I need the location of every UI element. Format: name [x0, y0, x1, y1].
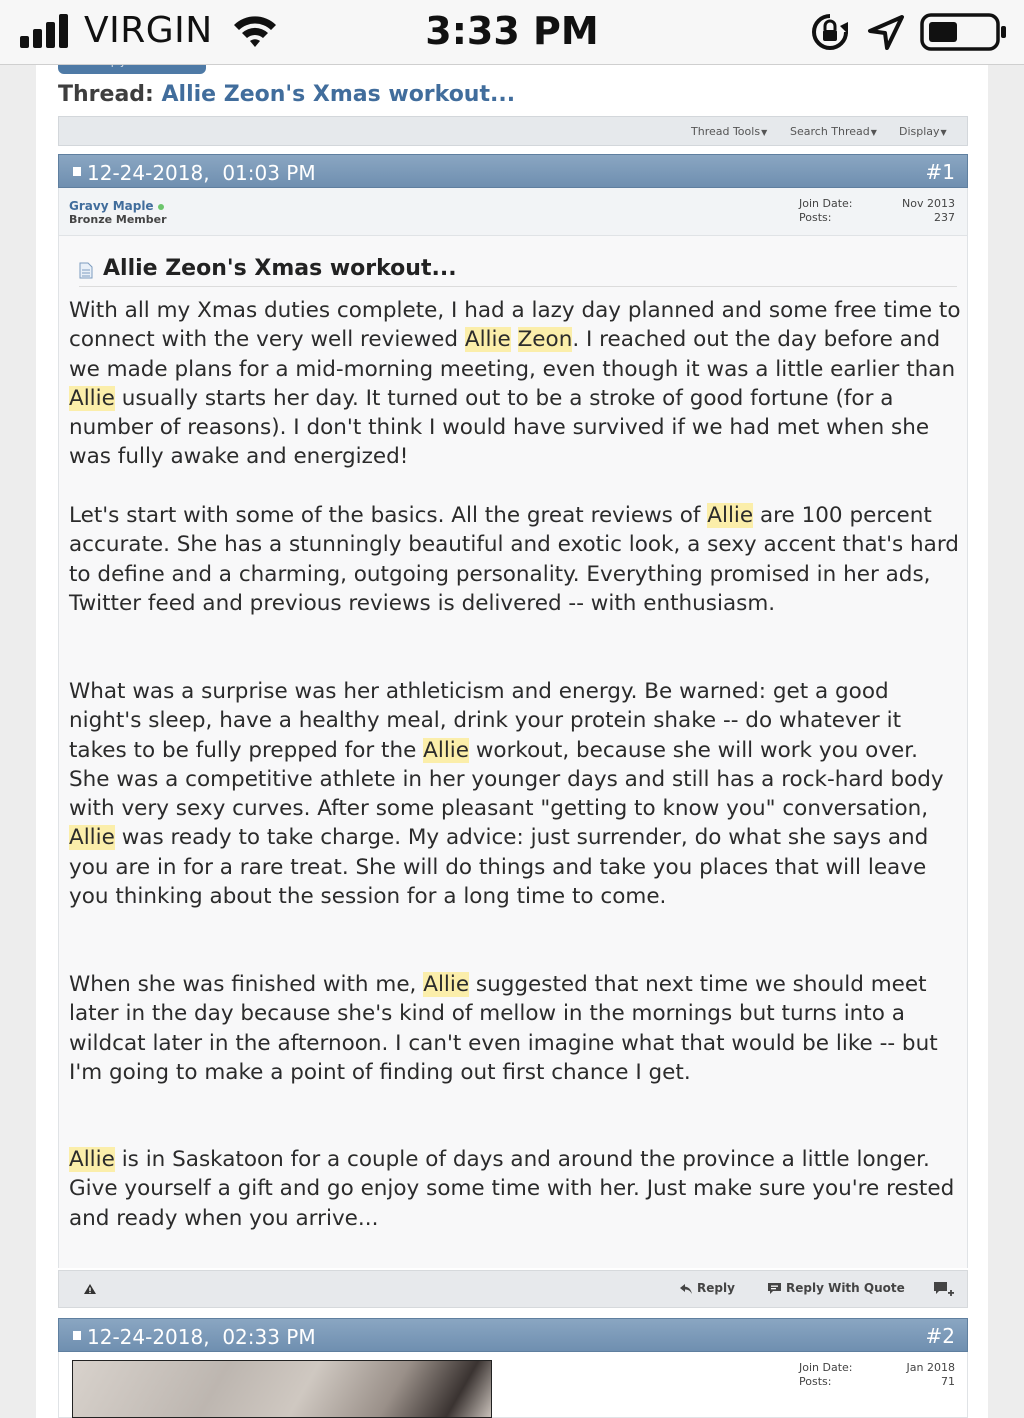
user-avatar-image[interactable]: [72, 1360, 492, 1418]
document-icon: [79, 262, 93, 279]
search-highlight: Allie: [464, 327, 511, 353]
post-text: workout, because she will work you over. She was a competitive athlete in her younger days and still has a rock-hard body with very sexy curves. After some pleasant "getting to know you" conversation,: [69, 737, 944, 822]
search-highlight: Allie: [69, 825, 115, 851]
reply-with-quote-button[interactable]: [767, 1281, 905, 1295]
post-text: Let's start with some of the basics. All the great reviews of: [69, 503, 708, 528]
post-count-value: 71: [941, 1375, 955, 1388]
display-label: Display: [899, 125, 940, 138]
post-text: usually starts her day. It turned out to be a stroke of good fortune (for a number of reasons). I don't think I would have survived if we had met when she was fully awake and energized!: [69, 385, 930, 470]
post-count-value: 237: [934, 211, 955, 224]
post-header: [58, 1318, 968, 1352]
battery-icon: [920, 12, 1008, 52]
post-count-label: Posts:: [799, 1375, 832, 1388]
post-title-row: [79, 256, 957, 287]
thread-title: [58, 82, 515, 107]
username-link[interactable]: [69, 199, 164, 213]
search-highlight: Allie: [69, 385, 115, 411]
post-paragraph: [69, 296, 961, 472]
post-text: [511, 327, 518, 352]
post-date-time: 01:03 PM: [222, 161, 316, 185]
reply-label: Reply: [697, 1281, 735, 1295]
thread-tools-label: Thread Tools: [691, 125, 761, 138]
post-paragraph: [69, 501, 961, 618]
post-user-info: [58, 188, 968, 236]
post-header: [58, 154, 968, 188]
post-date: [87, 161, 316, 185]
reply-icon: [679, 1283, 693, 1295]
search-highlight: Allie: [423, 972, 470, 997]
status-bar: [0, 0, 1024, 65]
post-date: [87, 1325, 316, 1349]
thread-tools-menu[interactable]: [691, 125, 767, 138]
quote-icon: [767, 1282, 782, 1295]
thread-title-link[interactable]: Allie Zeon's Xmas workout...: [161, 82, 516, 107]
location-icon: [866, 14, 906, 50]
post-footer: [58, 1270, 968, 1308]
reply-with-quote-label: Reply With Quote: [786, 1281, 905, 1295]
report-icon[interactable]: [83, 1283, 97, 1295]
post-text: With all my Xmas duties complete, I had a lazy day planned and some free time to connect with the very well reviewed: [69, 298, 961, 353]
post-date-time: 02:33 PM: [222, 1325, 316, 1349]
search-thread-label: Search Thread: [790, 125, 870, 138]
post-number-link[interactable]: #1: [925, 160, 955, 184]
post-body: [58, 236, 968, 1268]
search-highlight: Zeon: [517, 327, 573, 353]
display-menu[interactable]: [899, 125, 947, 138]
post-bullet-icon: [73, 1331, 81, 1340]
reply-button[interactable]: [679, 1281, 735, 1295]
rotation-lock-icon: [810, 12, 850, 52]
username-label: Gravy Maple: [69, 199, 154, 213]
join-date-value: Nov 2013: [902, 197, 955, 210]
chevron-down-icon: ▼: [940, 128, 947, 137]
post-text: are 100 percent accurate. She has a stunningly beautiful and exotic look, a sexy accent that's hard to define and a charming, outgoing personality. Everything promised in her ads, Twitter feed and previous reviews is delivered -- with enthusiasm.: [69, 503, 959, 616]
post-text: When she was finished with me,: [69, 972, 424, 997]
search-thread-menu[interactable]: [790, 125, 877, 138]
search-highlight: Allie: [707, 503, 754, 528]
join-date-label: Join Date:: [799, 197, 853, 210]
post-date-day: 12-24-2018,: [87, 1325, 210, 1349]
post-number-link[interactable]: #2: [925, 1324, 955, 1348]
post-paragraph: [69, 1145, 961, 1233]
post-text: is in Saskatoon for a couple of days and around the province a little longer. Give yourself a gift and go enjoy some time with her. Just make sure you're rested and ready when you arrive...: [69, 1147, 955, 1231]
online-status-icon: [158, 204, 164, 210]
post-text: suggested that next time we should meet later in the day because she's kind of mellow in the mornings but turns into a wildcat later in the afternoon. I can't even imagine what that would be like -- but I'm going to make a point of finding out first chance I get.: [69, 972, 938, 1085]
search-highlight: Allie: [423, 737, 470, 763]
chevron-down-icon: ▼: [761, 128, 768, 137]
user-rank: Bronze Member: [69, 213, 167, 226]
thread-toolbar: [58, 116, 968, 146]
post-count-label: Posts:: [799, 211, 832, 224]
post-title: Allie Zeon's Xmas workout...: [103, 256, 457, 281]
search-highlight: Allie: [69, 1147, 115, 1172]
post-text: . I reached out the day before and we made plans for a mid-morning meeting, even though it was a little earlier than: [69, 327, 956, 382]
post-text: was ready to take charge. My advice: just surrender, do what she says and you are in for a rare treat. She will do things and take you places that will leave you thinking about the session for a long time to come.: [69, 825, 929, 910]
post-date-day: 12-24-2018,: [87, 161, 210, 185]
post-text: What was a surprise was her athleticism and energy. Be warned: get a good night's sleep, have a healthy meal, drink your protein shake -- do whatever it takes to be fully prepped for the: [69, 679, 902, 763]
post-paragraph: [69, 970, 961, 1087]
clock: 3:33 PM: [425, 9, 599, 53]
post-bullet-icon: [73, 167, 81, 176]
post-paragraph: [69, 677, 961, 911]
multiquote-icon[interactable]: [933, 1281, 955, 1299]
join-date-label: Join Date:: [799, 1361, 853, 1374]
chevron-down-icon: ▼: [870, 128, 877, 137]
carrier-name: VIRGIN: [84, 10, 213, 51]
thread-title-prefix: Thread:: [58, 82, 154, 107]
join-date-value: Jan 2018: [906, 1361, 955, 1374]
